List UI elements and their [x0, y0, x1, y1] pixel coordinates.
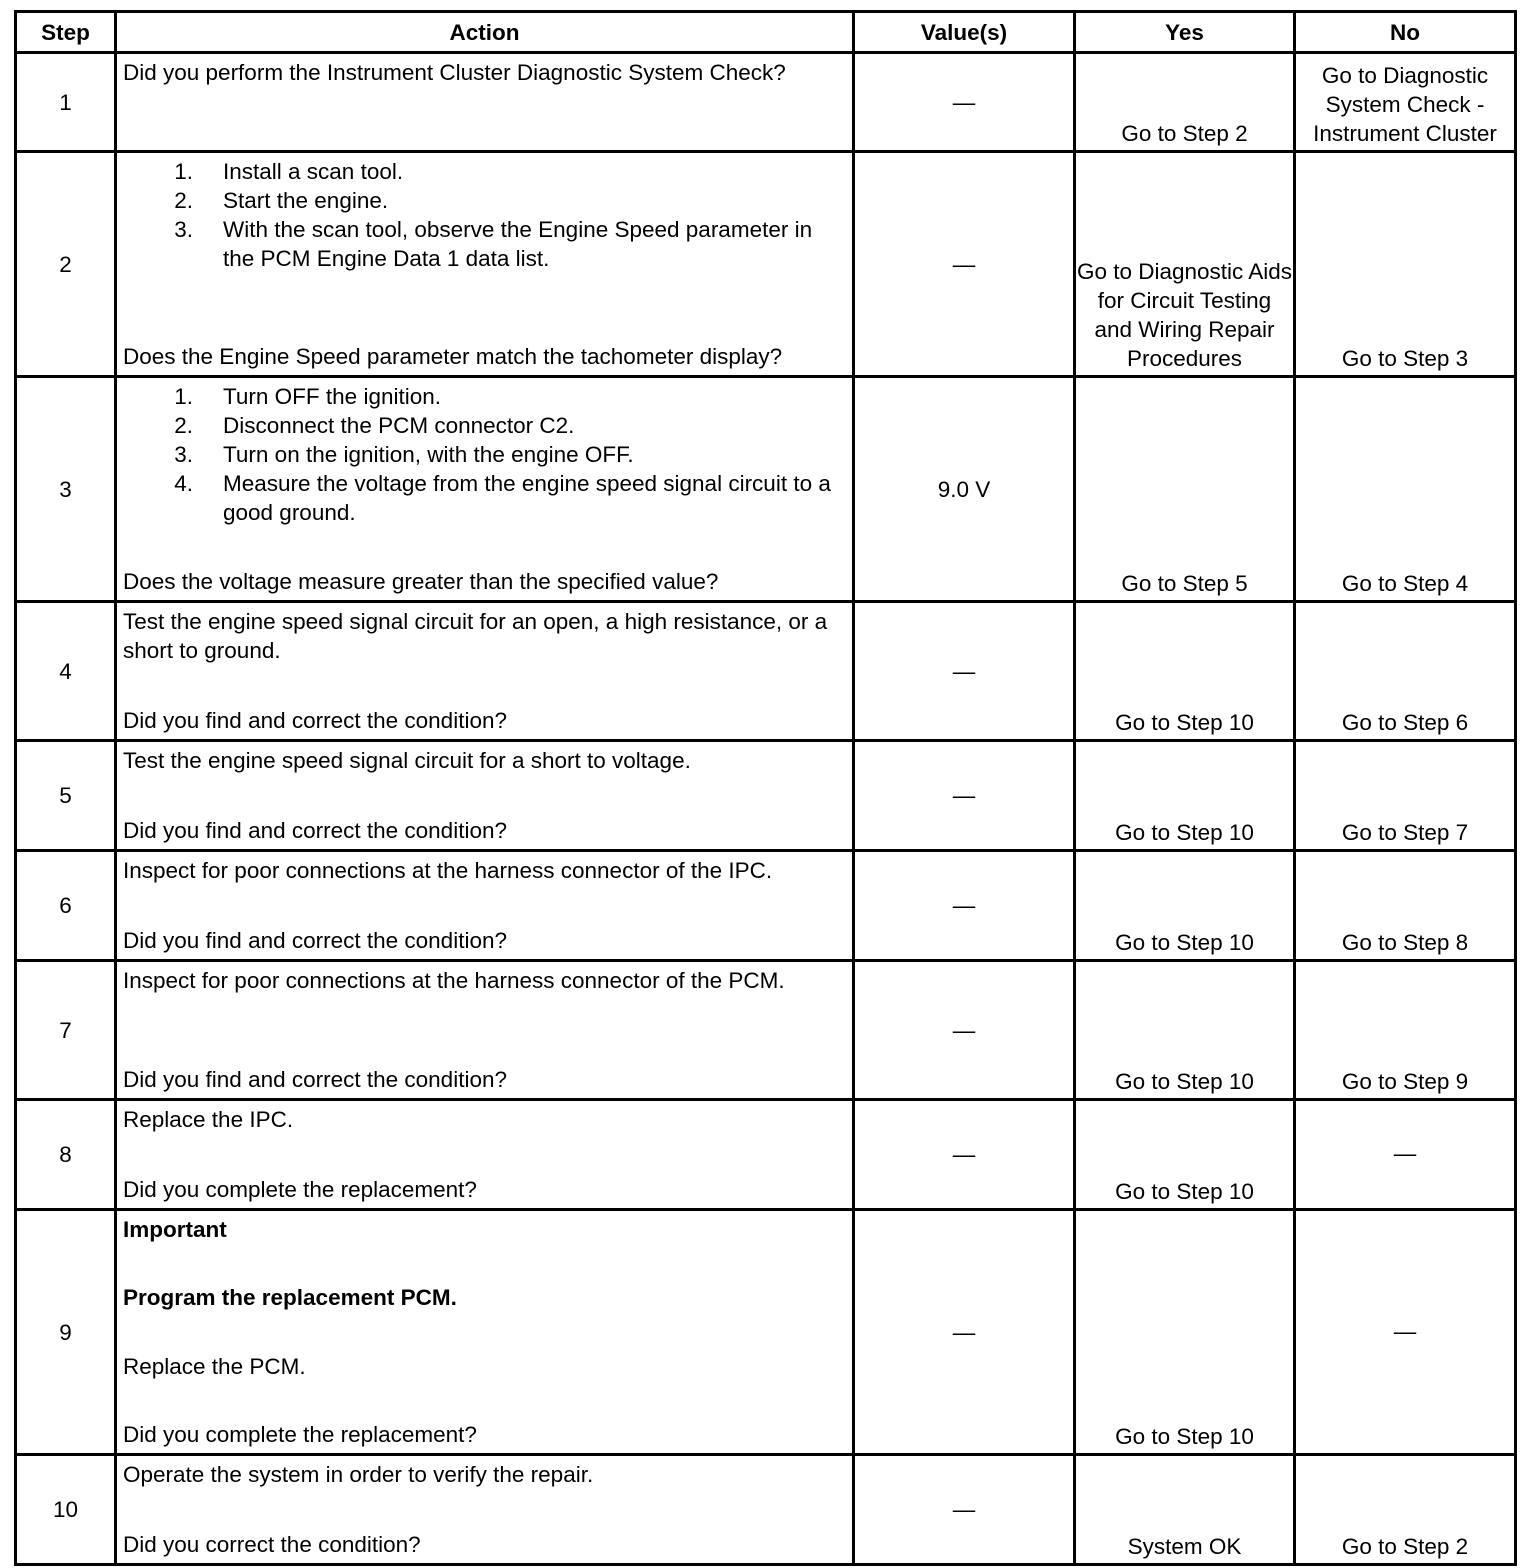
action-cell	[116, 851, 854, 961]
action-cell	[116, 53, 854, 152]
no-cell: Go to Step 4	[1295, 377, 1516, 602]
table-row	[16, 1100, 1516, 1210]
no-cell: —	[1295, 1210, 1516, 1455]
yes-cell: Go to Step 10	[1075, 851, 1295, 961]
yes-cell: Go to Step 10	[1075, 741, 1295, 851]
action-question: Did you complete the replacement?	[123, 1421, 477, 1447]
header-yes: Yes	[1075, 12, 1295, 53]
table-row	[16, 1210, 1516, 1455]
step-number: 3	[16, 377, 116, 602]
step-number: 1	[16, 53, 116, 152]
step-number: 8	[16, 1100, 116, 1210]
value-cell: —	[854, 53, 1075, 152]
table-row	[16, 741, 1516, 851]
value-cell: —	[854, 1100, 1075, 1210]
list-item: 3. With the scan tool, observe the Engine Speed parameter in the PCM Engine Data 1 data list.	[174, 217, 813, 271]
action-text: Replace the PCM.	[123, 1353, 306, 1379]
action-text: Operate the system in order to verify the repair.	[123, 1462, 594, 1487]
header-row	[16, 12, 1516, 53]
list-item: 1. Turn OFF the ignition.	[174, 384, 442, 409]
action-text: Inspect for poor connections at the harness connector of the IPC.	[123, 858, 773, 883]
action-question: Does the voltage measure greater than the specified value?	[123, 569, 719, 594]
value-cell: —	[854, 602, 1075, 741]
action-question: Did you find and correct the condition?	[123, 1067, 507, 1092]
yes-cell: Go to Step 2	[1075, 53, 1295, 152]
no-cell: Go to Step 8	[1295, 851, 1516, 961]
no-cell: Go to Step 3	[1295, 152, 1516, 377]
action-text: Test the engine speed signal circuit for a short to voltage.	[123, 748, 691, 773]
step-number: 9	[16, 1210, 116, 1455]
value-cell: —	[854, 741, 1075, 851]
action-cell	[116, 1455, 854, 1565]
list-item: 3. Turn on the ignition, with the engine OFF.	[174, 442, 634, 467]
yes-cell: System OK	[1075, 1455, 1295, 1565]
important-heading: Important	[123, 1217, 227, 1242]
list-item: 4. Measure the voltage from the engine speed signal circuit to a good ground.	[174, 471, 831, 525]
action-text: Test the engine speed signal circuit for an open, a high resistance, or a short to ground.	[123, 609, 828, 663]
value-cell: —	[854, 1455, 1075, 1565]
action-question: Did you find and correct the condition?	[123, 818, 507, 843]
action-text: Did you perform the Instrument Cluster Diagnostic System Check?	[123, 60, 786, 85]
no-cell: Go to Step 7	[1295, 741, 1516, 851]
step-number: 5	[16, 741, 116, 851]
value-cell: —	[854, 961, 1075, 1100]
yes-cell: Go to Step 5	[1075, 377, 1295, 602]
no-cell: Go to Step 9	[1295, 961, 1516, 1100]
no-cell: —	[1295, 1100, 1516, 1210]
yes-cell: Go to Step 10	[1075, 1100, 1295, 1210]
step-number: 6	[16, 851, 116, 961]
table-row	[16, 377, 1516, 602]
action-cell	[116, 602, 854, 741]
action-cell	[116, 741, 854, 851]
step-number: 2	[16, 152, 116, 377]
action-question: Does the Engine Speed parameter match the tachometer display?	[123, 344, 783, 369]
table-row	[16, 53, 1516, 152]
action-text: Replace the IPC.	[123, 1107, 294, 1132]
yes-cell: Go to Step 10	[1075, 1210, 1295, 1455]
table-row	[16, 152, 1516, 377]
action-list	[123, 157, 846, 273]
value-cell: —	[854, 1210, 1075, 1455]
action-cell	[116, 961, 854, 1100]
step-number: 4	[16, 602, 116, 741]
yes-cell: Go to Step 10	[1075, 961, 1295, 1100]
value-cell: —	[854, 851, 1075, 961]
action-question: Did you complete the replacement?	[123, 1177, 477, 1202]
table-row	[16, 961, 1516, 1100]
header-values: Value(s)	[854, 12, 1075, 53]
value-cell: 9.0 V	[854, 377, 1075, 602]
list-item: 1. Install a scan tool.	[174, 159, 404, 184]
action-cell	[116, 377, 854, 602]
header-action: Action	[116, 12, 854, 53]
yes-cell: Go to Step 10	[1075, 602, 1295, 741]
step-number: 7	[16, 961, 116, 1100]
action-text: Inspect for poor connections at the harness connector of the PCM.	[123, 968, 785, 993]
table-row	[16, 1455, 1516, 1565]
yes-cell: Go to Diagnostic Aids for Circuit Testing and Wiring Repair Procedures	[1075, 152, 1295, 377]
action-question: Did you correct the condition?	[123, 1532, 421, 1557]
action-question: Did you find and correct the condition?	[123, 708, 507, 733]
list-item: 2. Disconnect the PCM connector C2.	[174, 413, 575, 438]
table-row	[16, 851, 1516, 961]
no-cell: Go to Step 2	[1295, 1455, 1516, 1565]
list-item: 2. Start the engine.	[174, 188, 389, 213]
no-cell: Go to Diagnostic System Check - Instrument Cluster	[1295, 53, 1516, 152]
table-row	[16, 602, 1516, 741]
value-cell: —	[854, 152, 1075, 377]
action-cell	[116, 1210, 854, 1455]
step-number: 10	[16, 1455, 116, 1565]
action-cell	[116, 1100, 854, 1210]
action-list	[123, 382, 846, 527]
no-cell: Go to Step 6	[1295, 602, 1516, 741]
diagnostic-table	[14, 10, 1517, 1566]
header-no: No	[1295, 12, 1516, 53]
action-question: Did you find and correct the condition?	[123, 928, 507, 953]
action-cell	[116, 152, 854, 377]
header-step: Step	[16, 12, 116, 53]
important-text: Program the replacement PCM.	[123, 1285, 457, 1311]
